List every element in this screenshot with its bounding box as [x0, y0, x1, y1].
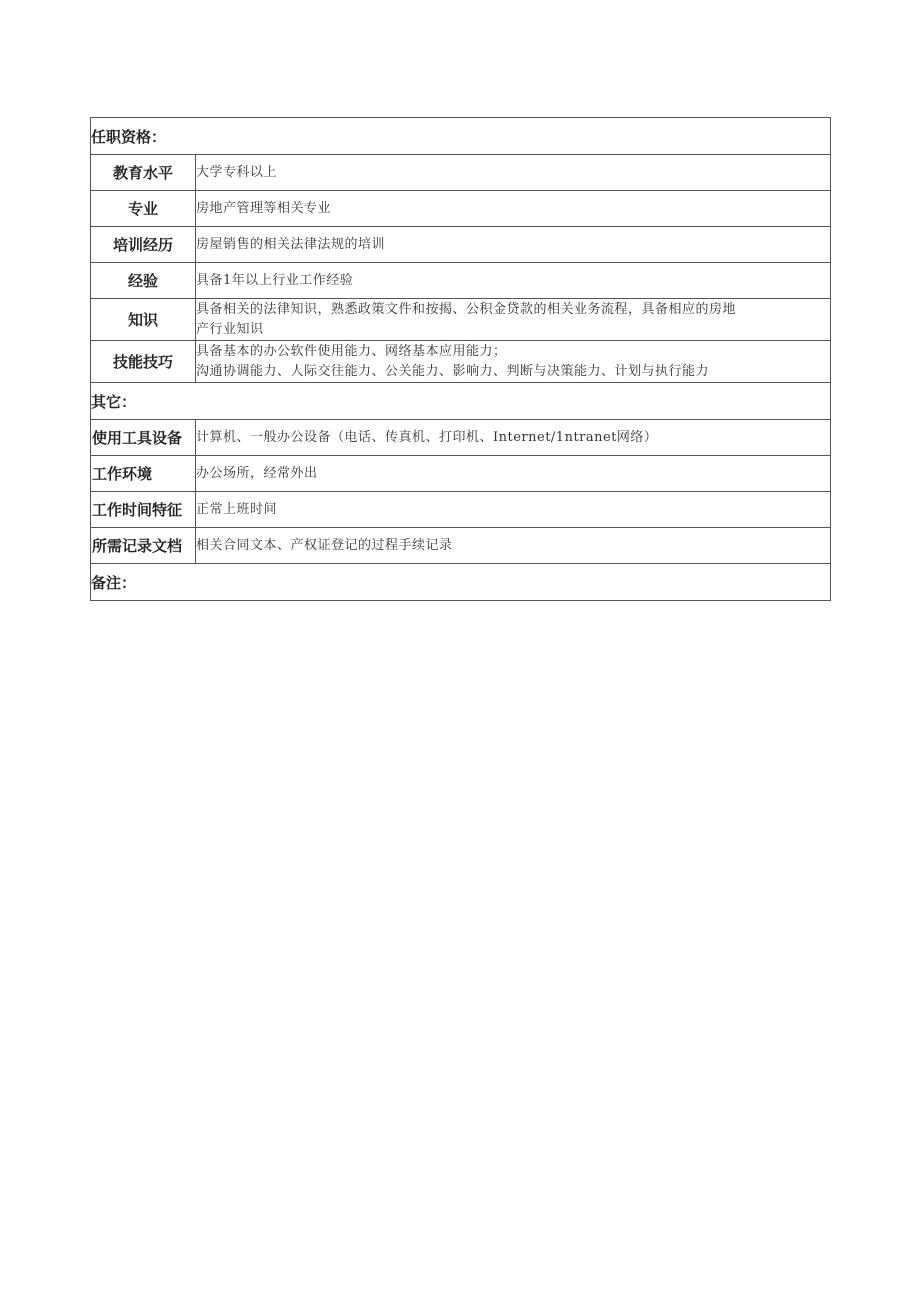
label-tools: 使用工具设备	[91, 420, 196, 456]
row-environment	[91, 456, 831, 492]
value-experience	[196, 263, 831, 299]
value-education	[196, 155, 831, 191]
qualification-table	[90, 117, 831, 601]
label-records: 所需记录文档	[91, 528, 196, 564]
value-environment	[196, 456, 831, 492]
label-education: 教育水平	[91, 155, 196, 191]
label-work-hours: 工作时间特征	[91, 492, 196, 528]
label-experience: 经验	[91, 263, 196, 299]
section-header-remarks: 备注：	[91, 564, 831, 601]
row-tools	[91, 420, 831, 456]
row-work-hours	[91, 492, 831, 528]
value-line: 具备1年以上行业工作经验	[196, 272, 354, 288]
row-knowledge	[91, 299, 831, 341]
value-training	[196, 227, 831, 263]
section-header-qualifications: 任职资格：	[91, 118, 831, 155]
row-education	[91, 155, 831, 191]
section-other	[91, 383, 831, 420]
row-records	[91, 528, 831, 564]
value-line: 房地产管理等相关专业	[196, 200, 332, 216]
value-line: 计算机、一般办公设备（电话、传真机、打印机、Internet/1ntranet网络）	[196, 429, 658, 445]
value-line: 办公场所，经常外出	[196, 465, 318, 481]
value-line: 大学专科以上	[196, 164, 278, 180]
value-line: 产行业知识	[196, 321, 264, 337]
value-knowledge	[196, 299, 831, 341]
value-tools	[196, 420, 831, 456]
row-training	[91, 227, 831, 263]
label-major: 专业	[91, 191, 196, 227]
label-skills: 技能技巧	[91, 341, 196, 383]
value-line: 相关合同文本、产权证登记的过程手续记录	[196, 537, 453, 553]
value-records	[196, 528, 831, 564]
section-remarks	[91, 564, 831, 601]
value-line: 具备基本的办公软件使用能力、网络基本应用能力；	[196, 343, 507, 359]
label-knowledge: 知识	[91, 299, 196, 341]
section-header-other: 其它：	[91, 383, 831, 420]
row-experience	[91, 263, 831, 299]
row-major	[91, 191, 831, 227]
job-description-sheet	[90, 117, 830, 601]
value-work-hours	[196, 492, 831, 528]
value-major	[196, 191, 831, 227]
label-training: 培训经历	[91, 227, 196, 263]
row-skills	[91, 341, 831, 383]
value-line: 具备相关的法律知识，熟悉政策文件和按揭、公积金贷款的相关业务流程，具备相应的房地	[196, 301, 737, 317]
value-skills	[196, 341, 831, 383]
value-line: 沟通协调能力、人际交往能力、公关能力、影响力、判断与决策能力、计划与执行能力	[196, 363, 710, 379]
label-environment: 工作环境	[91, 456, 196, 492]
value-line: 正常上班时间	[196, 501, 278, 517]
section-qualifications	[91, 118, 831, 155]
value-line: 房屋销售的相关法律法规的培训	[196, 236, 386, 252]
